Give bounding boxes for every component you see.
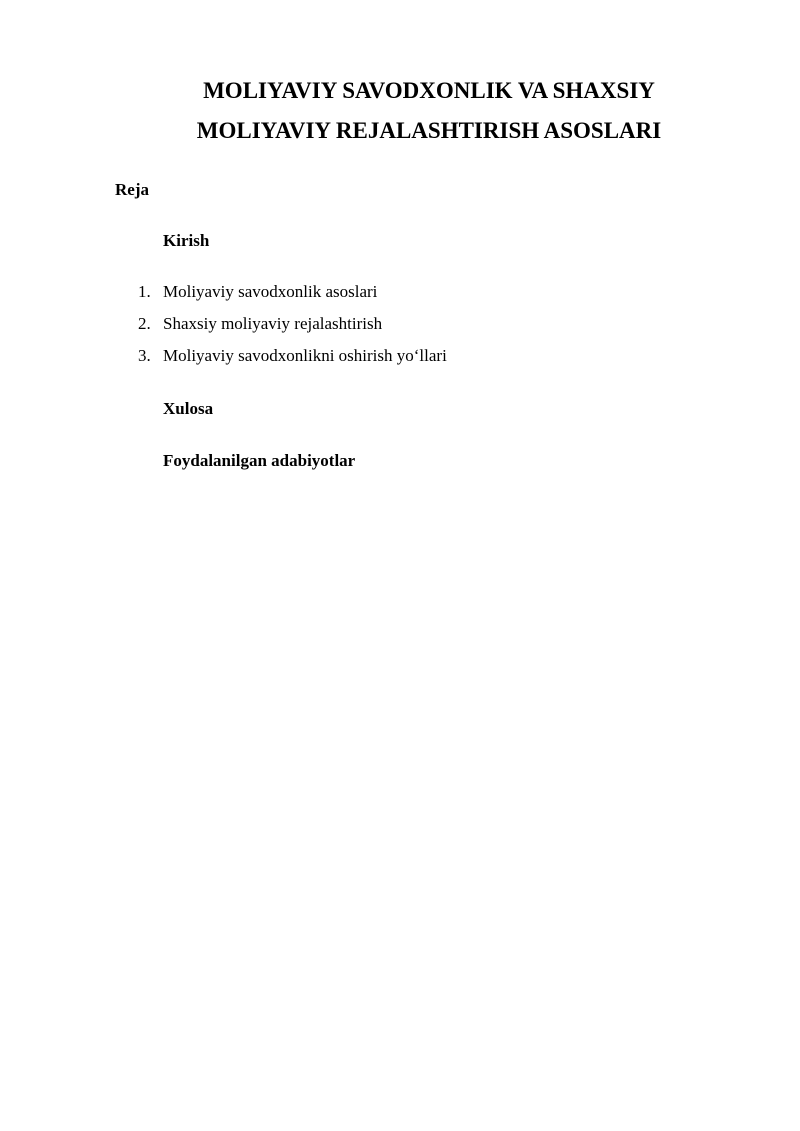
plan-list: [0, 281, 800, 377]
intro-heading: Kirish: [163, 231, 210, 250]
plan-item: [0, 313, 800, 345]
conclusion-heading: Xulosa: [163, 399, 214, 418]
plan-item-text: Shaxsiy moliyaviy rejalashtirish: [163, 314, 383, 333]
plan-item-text: Moliyaviy savodxonlikni oshirish yo‘llari: [163, 346, 447, 365]
plan-item-number: 3.: [138, 346, 151, 365]
plan-item-number: 2.: [138, 314, 151, 333]
plan-item: [0, 345, 800, 377]
plan-item-number: 1.: [138, 282, 151, 301]
document-title-line-1: MOLIYAVIY SAVODXONLIK VA SHAXSIY: [203, 78, 655, 103]
plan-item: [0, 281, 800, 313]
plan-item-text: Moliyaviy savodxonlik asoslari: [163, 282, 378, 301]
document-title-line-2: MOLIYAVIY REJALASHTIRISH ASOSLARI: [196, 118, 662, 143]
references-heading: Foydalanilgan adabiyotlar: [163, 451, 356, 470]
plan-heading: Reja: [115, 180, 149, 199]
